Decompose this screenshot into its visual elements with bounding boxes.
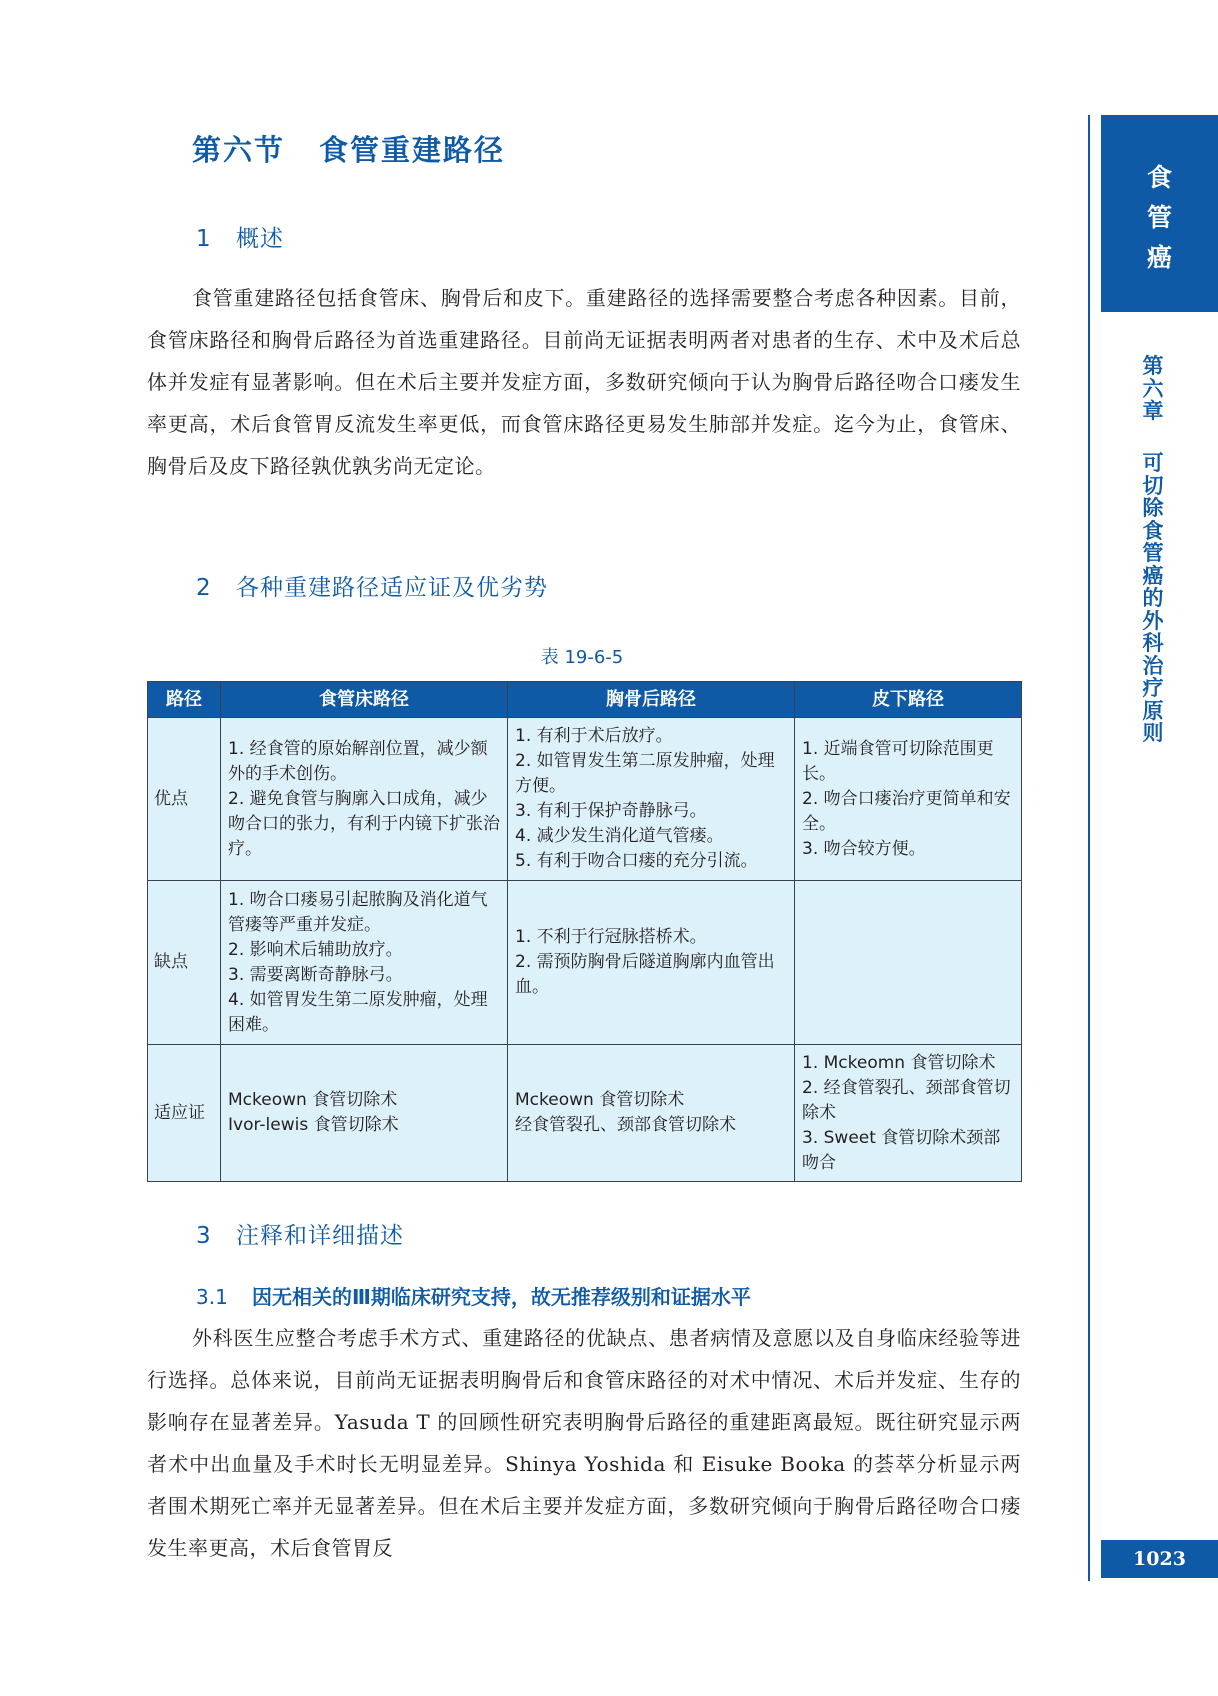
chapter-char: 可: [1142, 450, 1164, 475]
cell-line: 4. 减少发生消化道气管瘘。: [515, 826, 724, 846]
cell-line: 1. 有利于术后放疗。: [515, 726, 673, 746]
cell-line: 1. 吻合口瘘易引起脓胸及消化道气管瘘等严重并发症。: [228, 889, 488, 935]
chapter-label: [1132, 355, 1174, 423]
subheading-3-1: [196, 1281, 751, 1310]
cell-line: 1. 不利于行冠脉搭桥术。: [515, 927, 707, 947]
row-header: 缺点: [148, 881, 221, 1045]
cell-line: 4. 如管胃发生第二原发肿瘤，处理困难。: [228, 989, 488, 1035]
chapter-char: 疗: [1142, 675, 1164, 700]
chapter-char: 管: [1142, 540, 1164, 565]
column-header: 食管床路径: [221, 682, 508, 718]
cell-line: 3. 有利于保护奇静脉弓。: [515, 801, 707, 821]
sidebar-rule: [1088, 115, 1090, 1581]
section-heading: [192, 128, 505, 169]
chapter-char: 食: [1142, 517, 1164, 543]
heading-text: 各种重建路径适应证及优劣势: [236, 575, 548, 601]
heading-number: 2: [196, 575, 212, 601]
chapter-char: 癌: [1142, 562, 1164, 588]
heading-text: 注释和详细描述: [236, 1223, 404, 1249]
heading-number: 3: [196, 1223, 212, 1249]
table-cell: [508, 718, 795, 881]
sidebar-tab-char: 食: [1146, 163, 1172, 192]
chapter-title: [1132, 452, 1174, 745]
overview-paragraph: 食管重建路径包括食管床、胸骨后和皮下。重建路径的选择需要整合考虑各种因素。目前，食管床路径和胸骨后路径为首选重建路径。目前尚无证据表明两者对患者的生存、术中及术后总体并发症有显著影响。但在术后主要并发症方面，多数研究倾向于认为胸骨后路径吻合口瘘发生率更高，术后食管胃反流发生率更低，而食管床路径更易发生肺部并发症。迄今为止，食管床、胸骨后及皮下路径孰优孰劣尚无定论。: [147, 286, 1021, 478]
chapter-char: 章: [1142, 398, 1164, 423]
cell-line: 2. 影响术后辅助放疗。: [228, 939, 403, 960]
chapter-char: 外: [1142, 607, 1164, 633]
cell-line: 3. Sweet 食管切除术颈部吻合: [802, 1127, 1001, 1173]
column-header: 胸骨后路径: [508, 682, 795, 718]
subheading-text: 因无相关的Ⅲ期临床研究支持，故无推荐级别和证据水平: [252, 1285, 751, 1309]
table-row: [148, 1045, 1022, 1182]
table-cell: [508, 881, 795, 1045]
table-caption: 表 19-6-5: [540, 647, 624, 668]
table-row: [148, 718, 1022, 881]
page-number: 1023: [1101, 1540, 1218, 1578]
row-header: 优点: [148, 718, 221, 881]
heading-number: 1: [196, 226, 212, 252]
chapter-char: 原: [1142, 697, 1164, 723]
chapter-char: 六: [1142, 375, 1164, 401]
heading-notes: [196, 1217, 404, 1250]
cell-line: Mckeown 食管切除术: [515, 1090, 685, 1110]
cell-line: Mckeown 食管切除术: [228, 1090, 398, 1110]
table-row: [148, 881, 1022, 1045]
chapter-char: 则: [1142, 720, 1164, 745]
cell-line: 2. 避免食管与胸廓入口成角，减少吻合口的张力，有利于内镜下扩张治疗。: [228, 788, 500, 859]
cell-line: 2. 需预防胸骨后隧道胸廓内血管出血。: [515, 952, 775, 997]
table-header-row: [148, 682, 1022, 718]
chapter-char: 切: [1142, 472, 1164, 498]
heading-text: 概述: [236, 226, 284, 252]
column-header: 皮下路径: [795, 682, 1022, 718]
sidebar-tab-char: 管: [1146, 203, 1172, 232]
sidebar-tab: [1101, 115, 1218, 312]
chapter-char: 科: [1142, 630, 1164, 655]
cell-line: 3. 吻合较方便。: [802, 838, 926, 859]
table-cell: [795, 718, 1022, 881]
column-header: 路径: [148, 682, 221, 718]
cell-line: 1. 经食管的原始解剖位置，减少额外的手术创伤。: [228, 738, 488, 784]
table-cell: [795, 881, 1022, 1045]
cell-line: 1. 近端食管可切除范围更长。: [802, 738, 994, 784]
section-label: 第六节: [192, 133, 286, 167]
chapter-char: 第: [1142, 353, 1164, 378]
cell-line: 1. Mckeomn 食管切除术: [802, 1052, 996, 1073]
cell-line: 2. 吻合口瘘治疗更简单和安全。: [802, 788, 1011, 834]
heading-routes: [196, 569, 548, 602]
row-header: 适应证: [148, 1045, 221, 1182]
cell-line: 5. 有利于吻合口瘘的充分引流。: [515, 851, 758, 871]
cell-line: Ivor-lewis 食管切除术: [228, 1115, 399, 1135]
table-cell: [221, 718, 508, 881]
cell-line: 经食管裂孔、颈部食管切除术: [515, 1115, 736, 1135]
table-cell: [795, 1045, 1022, 1182]
notes-paragraph: 外科医生应整合考虑手术方式、重建路径的优缺点、患者病情及意愿以及自身临床经验等进行选择。总体来说，目前尚无证据表明胸骨后和食管床路径的对术中情况、术后并发症、生存的影响存在显著差异。Yasuda T 的回顾性研究表明胸骨后路径的重建距离最短。既往研究显示两者术中出血量及手术时长无明显差异。Shinya Yoshida 和 Eisuke Booka 的荟萃分析显示两者围术期死亡率并无显著差异。但在术后主要并发症方面，多数研究倾向于胸骨后路径吻合口瘘发生率更高，术后食管胃反: [147, 1326, 1021, 1560]
cell-line: 2. 经食管裂孔、颈部食管切除术: [802, 1077, 1011, 1123]
table-cell: [221, 1045, 508, 1182]
table-cell: [221, 881, 508, 1045]
section-title: 食管重建路径: [319, 133, 506, 167]
sidebar-tab-char: 癌: [1146, 243, 1172, 272]
heading-overview: [196, 220, 284, 253]
cell-line: 2. 如管胃发生第二原发肿瘤，处理方便。: [515, 751, 775, 796]
chapter-char: 的: [1142, 585, 1164, 610]
subheading-number: 3.1: [196, 1285, 228, 1309]
routes-table: [147, 681, 1022, 1182]
cell-line: 3. 需要离断奇静脉弓。: [228, 964, 403, 985]
chapter-char: 除: [1142, 495, 1164, 520]
table-cell: [508, 1045, 795, 1182]
chapter-char: 治: [1142, 652, 1164, 678]
